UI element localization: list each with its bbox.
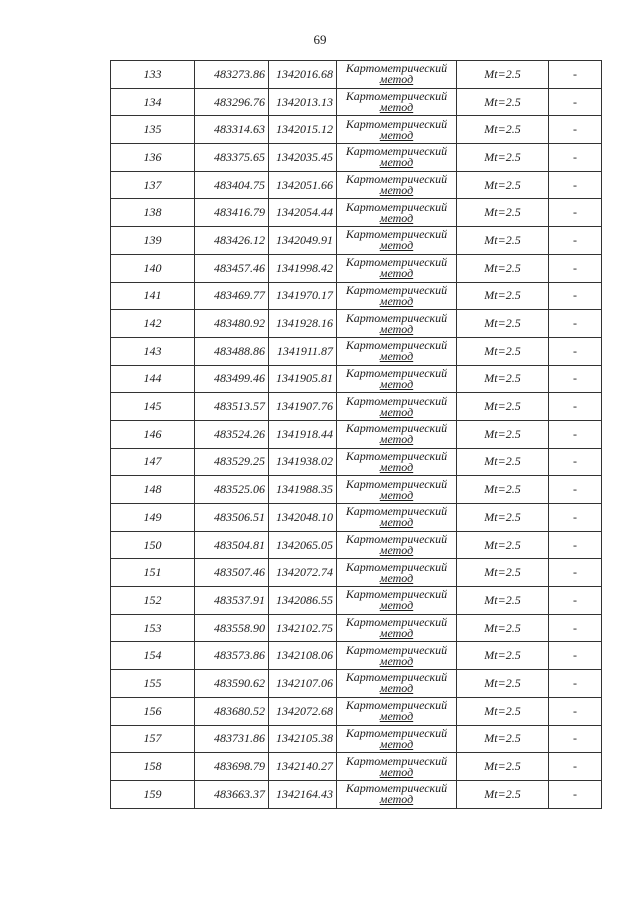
table-row (111, 587, 602, 615)
accuracy-cell: Mt=2.5 (457, 725, 549, 753)
table-row (111, 448, 602, 476)
extra-cell: - (549, 116, 602, 144)
point-number-cell: 153 (111, 614, 195, 642)
method-cell (337, 476, 457, 504)
x-coordinate-cell: 483314.63 (195, 116, 269, 144)
table-row (111, 559, 602, 587)
x-coordinate-cell: 483296.76 (195, 88, 269, 116)
x-coordinate-cell: 483680.52 (195, 697, 269, 725)
accuracy-cell: Mt=2.5 (457, 254, 549, 282)
accuracy-cell: Mt=2.5 (457, 282, 549, 310)
x-coordinate-cell: 483507.46 (195, 559, 269, 587)
method-line1: Картометрический (345, 587, 448, 602)
method-line1: Картометрический (345, 393, 448, 408)
point-number-cell: 141 (111, 282, 195, 310)
point-number-cell: 135 (111, 116, 195, 144)
x-coordinate-cell: 483558.90 (195, 614, 269, 642)
accuracy-cell: Mt=2.5 (457, 753, 549, 781)
y-coordinate-cell: 1342140.27 (269, 753, 337, 781)
table-row (111, 476, 602, 504)
method-line1: Картометрический (345, 476, 448, 491)
x-coordinate-cell: 483663.37 (195, 780, 269, 808)
method-line2: метод (379, 792, 414, 807)
extra-cell: - (549, 753, 602, 781)
method-cell (337, 697, 457, 725)
method-line1: Картометрический (345, 116, 448, 131)
y-coordinate-cell: 1342013.13 (269, 88, 337, 116)
y-coordinate-cell: 1342086.55 (269, 587, 337, 615)
accuracy-cell: Mt=2.5 (457, 504, 549, 532)
method-cell (337, 420, 457, 448)
method-line1: Картометрический (345, 725, 448, 740)
x-coordinate-cell: 483524.26 (195, 420, 269, 448)
method-line2: метод (379, 376, 414, 391)
extra-cell: - (549, 282, 602, 310)
method-line2: метод (379, 266, 414, 281)
y-coordinate-cell: 1342105.38 (269, 725, 337, 753)
extra-cell: - (549, 587, 602, 615)
extra-cell: - (549, 310, 602, 338)
method-line2: метод (379, 709, 414, 724)
x-coordinate-cell: 483506.51 (195, 504, 269, 532)
method-line1: Картометрический (345, 642, 448, 657)
table-row (111, 642, 602, 670)
accuracy-cell: Mt=2.5 (457, 171, 549, 199)
accuracy-cell: Mt=2.5 (457, 310, 549, 338)
method-line1: Картометрический (345, 144, 448, 159)
method-line1: Картометрический (345, 199, 448, 214)
point-number-cell: 148 (111, 476, 195, 504)
method-line1: Картометрический (345, 698, 448, 713)
x-coordinate-cell: 483457.46 (195, 254, 269, 282)
table-row (111, 310, 602, 338)
extra-cell: - (549, 725, 602, 753)
method-line2: метод (379, 681, 414, 696)
accuracy-cell: Mt=2.5 (457, 116, 549, 144)
y-coordinate-cell: 1342015.12 (269, 116, 337, 144)
table-row (111, 504, 602, 532)
method-cell (337, 337, 457, 365)
x-coordinate-cell: 483488.86 (195, 337, 269, 365)
method-line2: метод (379, 487, 414, 502)
table-row (111, 753, 602, 781)
method-cell (337, 504, 457, 532)
method-line1: Картометрический (345, 504, 448, 519)
point-number-cell: 158 (111, 753, 195, 781)
method-line1: Картометрический (345, 338, 448, 353)
method-cell (337, 725, 457, 753)
method-cell (337, 144, 457, 172)
y-coordinate-cell: 1342107.06 (269, 670, 337, 698)
method-line2: метод (379, 293, 414, 308)
y-coordinate-cell: 1341928.16 (269, 310, 337, 338)
method-line2: метод (379, 432, 414, 447)
y-coordinate-cell: 1341907.76 (269, 393, 337, 421)
extra-cell: - (549, 670, 602, 698)
point-number-cell: 154 (111, 642, 195, 670)
coordinates-table (110, 60, 602, 809)
table-row (111, 697, 602, 725)
point-number-cell: 152 (111, 587, 195, 615)
method-line2: метод (379, 543, 414, 558)
method-line1: Картометрический (345, 670, 448, 685)
point-number-cell: 136 (111, 144, 195, 172)
x-coordinate-cell: 483525.06 (195, 476, 269, 504)
accuracy-cell: Mt=2.5 (457, 365, 549, 393)
method-cell (337, 531, 457, 559)
extra-cell: - (549, 531, 602, 559)
x-coordinate-cell: 483416.79 (195, 199, 269, 227)
y-coordinate-cell: 1342164.43 (269, 780, 337, 808)
extra-cell: - (549, 365, 602, 393)
table-row (111, 282, 602, 310)
method-line2: метод (379, 238, 414, 253)
extra-cell: - (549, 420, 602, 448)
method-line1: Картометрический (345, 61, 448, 76)
x-coordinate-cell: 483469.77 (195, 282, 269, 310)
method-line1: Картометрический (345, 172, 448, 187)
y-coordinate-cell: 1341918.44 (269, 420, 337, 448)
accuracy-cell: Mt=2.5 (457, 448, 549, 476)
method-line2: метод (379, 515, 414, 530)
method-cell (337, 448, 457, 476)
x-coordinate-cell: 483731.86 (195, 725, 269, 753)
table-row (111, 420, 602, 448)
accuracy-cell: Mt=2.5 (457, 697, 549, 725)
method-cell (337, 61, 457, 89)
method-cell (337, 753, 457, 781)
extra-cell: - (549, 476, 602, 504)
extra-cell: - (549, 88, 602, 116)
method-line2: метод (379, 321, 414, 336)
method-cell (337, 282, 457, 310)
accuracy-cell: Mt=2.5 (457, 199, 549, 227)
x-coordinate-cell: 483504.81 (195, 531, 269, 559)
extra-cell: - (549, 559, 602, 587)
method-line1: Картометрический (345, 753, 448, 768)
point-number-cell: 156 (111, 697, 195, 725)
method-cell (337, 199, 457, 227)
extra-cell: - (549, 227, 602, 255)
y-coordinate-cell: 1341938.02 (269, 448, 337, 476)
extra-cell: - (549, 337, 602, 365)
accuracy-cell: Mt=2.5 (457, 144, 549, 172)
point-number-cell: 133 (111, 61, 195, 89)
method-cell (337, 88, 457, 116)
method-cell (337, 559, 457, 587)
table-row (111, 670, 602, 698)
extra-cell: - (549, 697, 602, 725)
y-coordinate-cell: 1342048.10 (269, 504, 337, 532)
extra-cell: - (549, 144, 602, 172)
table-row (111, 61, 602, 89)
accuracy-cell: Mt=2.5 (457, 476, 549, 504)
method-cell (337, 670, 457, 698)
method-line2: метод (379, 598, 414, 613)
x-coordinate-cell: 483513.57 (195, 393, 269, 421)
method-line2: метод (379, 404, 414, 419)
y-coordinate-cell: 1342072.68 (269, 697, 337, 725)
extra-cell: - (549, 504, 602, 532)
table-row (111, 614, 602, 642)
point-number-cell: 155 (111, 670, 195, 698)
method-cell (337, 227, 457, 255)
extra-cell: - (549, 780, 602, 808)
accuracy-cell: Mt=2.5 (457, 88, 549, 116)
x-coordinate-cell: 483573.86 (195, 642, 269, 670)
method-line2: метод (379, 100, 414, 115)
table-body (111, 61, 602, 809)
page-number: 69 (313, 32, 327, 47)
x-coordinate-cell: 483404.75 (195, 171, 269, 199)
y-coordinate-cell: 1341911.87 (269, 337, 337, 365)
method-line1: Картометрический (345, 421, 448, 436)
method-cell (337, 171, 457, 199)
point-number-cell: 140 (111, 254, 195, 282)
accuracy-cell: Mt=2.5 (457, 642, 549, 670)
method-cell (337, 116, 457, 144)
method-line2: метод (379, 127, 414, 142)
table-row (111, 88, 602, 116)
point-number-cell: 147 (111, 448, 195, 476)
point-number-cell: 149 (111, 504, 195, 532)
table-row (111, 171, 602, 199)
x-coordinate-cell: 483480.92 (195, 310, 269, 338)
extra-cell: - (549, 61, 602, 89)
x-coordinate-cell: 483698.79 (195, 753, 269, 781)
accuracy-cell: Mt=2.5 (457, 227, 549, 255)
accuracy-cell: Mt=2.5 (457, 61, 549, 89)
method-line1: Картометрический (345, 255, 448, 270)
accuracy-cell: Mt=2.5 (457, 393, 549, 421)
method-line2: метод (379, 653, 414, 668)
point-number-cell: 145 (111, 393, 195, 421)
method-line2: метод (379, 736, 414, 751)
table-row (111, 337, 602, 365)
y-coordinate-cell: 1342102.75 (269, 614, 337, 642)
method-line2: метод (379, 155, 414, 170)
method-line2: метод (379, 72, 414, 87)
y-coordinate-cell: 1342016.68 (269, 61, 337, 89)
point-number-cell: 137 (111, 171, 195, 199)
method-line1: Картометрический (345, 365, 448, 380)
method-cell (337, 587, 457, 615)
y-coordinate-cell: 1341988.35 (269, 476, 337, 504)
y-coordinate-cell: 1342054.44 (269, 199, 337, 227)
method-line2: метод (379, 183, 414, 198)
accuracy-cell: Mt=2.5 (457, 531, 549, 559)
method-line1: Картометрический (345, 448, 448, 463)
extra-cell: - (549, 254, 602, 282)
y-coordinate-cell: 1342108.06 (269, 642, 337, 670)
y-coordinate-cell: 1342065.05 (269, 531, 337, 559)
y-coordinate-cell: 1341905.81 (269, 365, 337, 393)
method-line1: Картометрический (345, 559, 448, 574)
method-line2: метод (379, 626, 414, 641)
accuracy-cell: Mt=2.5 (457, 614, 549, 642)
point-number-cell: 146 (111, 420, 195, 448)
method-line2: метод (379, 210, 414, 225)
method-cell (337, 254, 457, 282)
method-cell (337, 642, 457, 670)
y-coordinate-cell: 1342051.66 (269, 171, 337, 199)
x-coordinate-cell: 483375.65 (195, 144, 269, 172)
method-cell (337, 780, 457, 808)
table-row (111, 254, 602, 282)
method-cell (337, 310, 457, 338)
method-line1: Картометрический (345, 89, 448, 104)
extra-cell: - (549, 642, 602, 670)
method-line1: Картометрический (345, 282, 448, 297)
x-coordinate-cell: 483426.12 (195, 227, 269, 255)
point-number-cell: 159 (111, 780, 195, 808)
point-number-cell: 139 (111, 227, 195, 255)
extra-cell: - (549, 199, 602, 227)
extra-cell: - (549, 171, 602, 199)
table-row (111, 531, 602, 559)
method-line2: метод (379, 764, 414, 779)
y-coordinate-cell: 1341998.42 (269, 254, 337, 282)
x-coordinate-cell: 483499.46 (195, 365, 269, 393)
table-row (111, 144, 602, 172)
x-coordinate-cell: 483529.25 (195, 448, 269, 476)
accuracy-cell: Mt=2.5 (457, 420, 549, 448)
point-number-cell: 144 (111, 365, 195, 393)
x-coordinate-cell: 483537.91 (195, 587, 269, 615)
x-coordinate-cell: 483273.86 (195, 61, 269, 89)
table-row (111, 227, 602, 255)
table-row (111, 725, 602, 753)
point-number-cell: 150 (111, 531, 195, 559)
extra-cell: - (549, 393, 602, 421)
y-coordinate-cell: 1341970.17 (269, 282, 337, 310)
point-number-cell: 138 (111, 199, 195, 227)
table-row (111, 780, 602, 808)
table-row (111, 199, 602, 227)
method-line1: Картометрический (345, 532, 448, 547)
y-coordinate-cell: 1342049.91 (269, 227, 337, 255)
method-line1: Картометрический (345, 310, 448, 325)
extra-cell: - (549, 614, 602, 642)
method-line2: метод (379, 570, 414, 585)
method-line1: Картометрический (345, 227, 448, 242)
extra-cell: - (549, 448, 602, 476)
accuracy-cell: Mt=2.5 (457, 559, 549, 587)
x-coordinate-cell: 483590.62 (195, 670, 269, 698)
method-line1: Картометрический (345, 781, 448, 796)
accuracy-cell: Mt=2.5 (457, 780, 549, 808)
table-row (111, 393, 602, 421)
point-number-cell: 157 (111, 725, 195, 753)
y-coordinate-cell: 1342035.45 (269, 144, 337, 172)
method-cell (337, 393, 457, 421)
point-number-cell: 134 (111, 88, 195, 116)
method-cell (337, 614, 457, 642)
accuracy-cell: Mt=2.5 (457, 670, 549, 698)
table-row (111, 116, 602, 144)
method-cell (337, 365, 457, 393)
method-line2: метод (379, 459, 414, 474)
accuracy-cell: Mt=2.5 (457, 337, 549, 365)
point-number-cell: 142 (111, 310, 195, 338)
y-coordinate-cell: 1342072.74 (269, 559, 337, 587)
table-row (111, 365, 602, 393)
accuracy-cell: Mt=2.5 (457, 587, 549, 615)
point-number-cell: 151 (111, 559, 195, 587)
point-number-cell: 143 (111, 337, 195, 365)
method-line2: метод (379, 349, 414, 364)
method-line1: Картометрический (345, 615, 448, 630)
